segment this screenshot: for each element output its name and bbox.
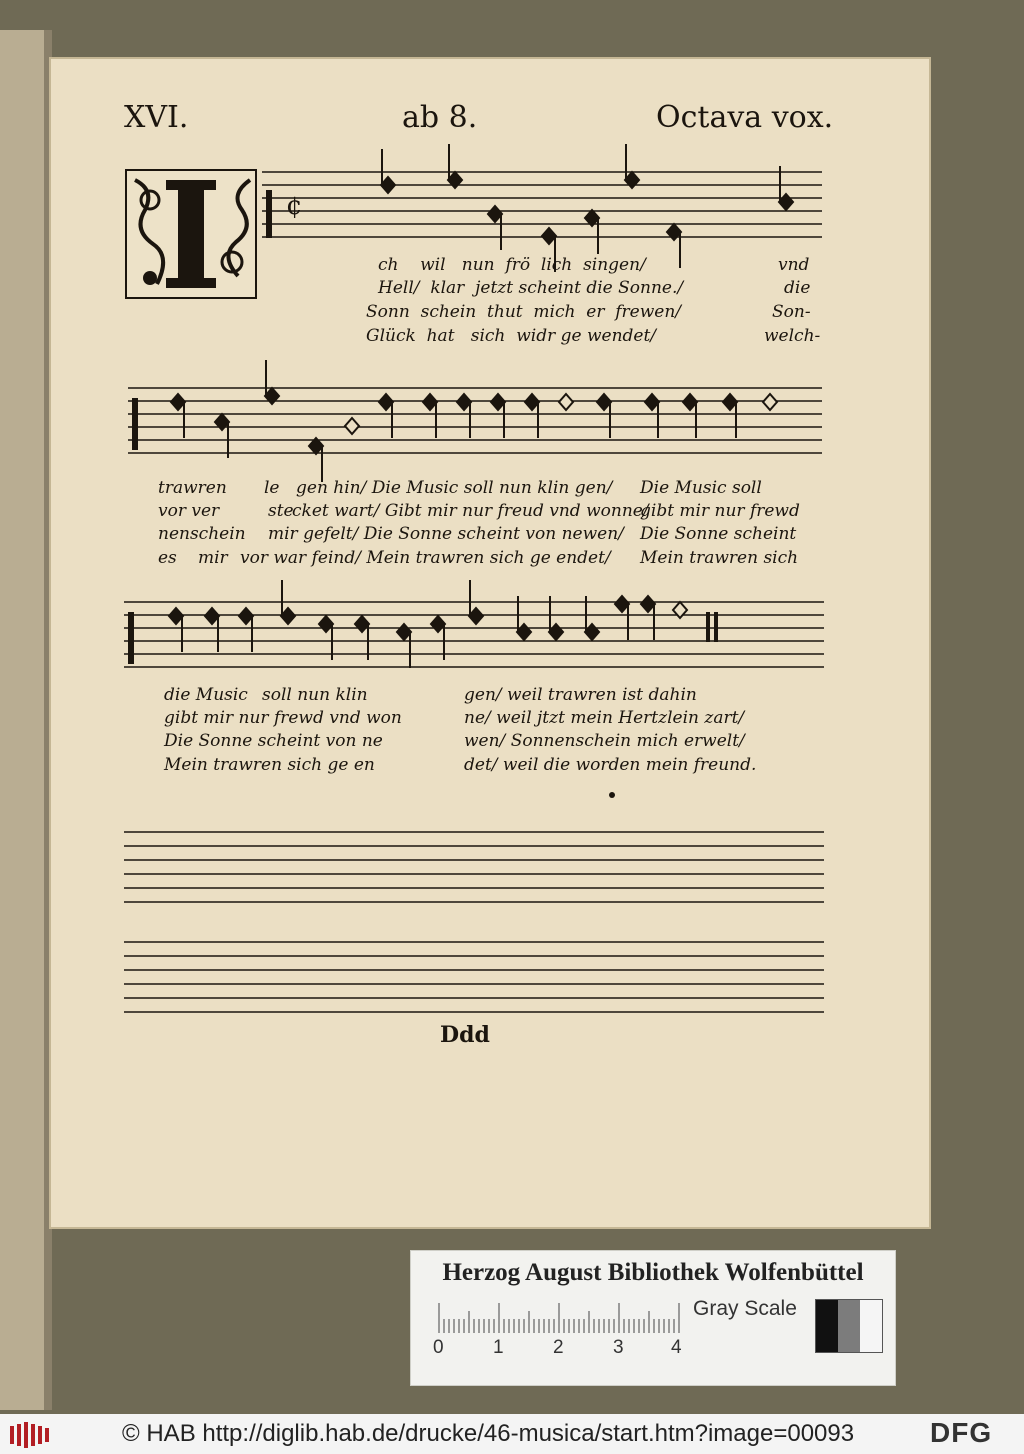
scale-number: 0 xyxy=(433,1337,444,1358)
lyric-line: cket wart/ Gibt mir nur freud vnd wonne/ xyxy=(292,501,649,521)
lyric-line: le xyxy=(264,478,280,498)
lyric-line: gen hin/ Die Music soll nun klin gen/ xyxy=(296,478,613,498)
lyric-line-end: die xyxy=(784,278,811,298)
hab-logo-icon xyxy=(10,1422,50,1448)
credit-link[interactable]: © HAB http://diglib.hab.de/drucke/46-musica/start.htm?image=00093 xyxy=(122,1420,855,1447)
part-label: ab 8. xyxy=(402,100,478,135)
lyric-line: Mein trawren sich ge en xyxy=(164,755,375,775)
initial-ornament xyxy=(126,170,256,298)
gray-scale-card xyxy=(410,1250,896,1386)
page-number: XVI. xyxy=(124,100,189,135)
lyric-line: Die Sonne scheint xyxy=(640,524,797,544)
footer-bar xyxy=(0,1414,1024,1454)
lyric-line: Glück hat sich widr ge wendet/ xyxy=(366,326,657,346)
lyric-line-end: welch- xyxy=(764,326,821,346)
scale-number: 3 xyxy=(613,1337,624,1358)
lyric-line: soll nun klin xyxy=(262,685,368,705)
lyric-line: die Music xyxy=(164,685,248,705)
lyric-line: Die Sonne scheint von ne xyxy=(164,731,383,751)
lyric-line: Sonn schein thut mich er frewen/ xyxy=(366,302,682,322)
lyric-line: Hell/ klar jetzt scheint die Sonne./ xyxy=(378,278,684,298)
lyric-line: es xyxy=(158,548,177,568)
lyric-line: mir ge xyxy=(268,524,325,544)
ruler xyxy=(437,1299,687,1337)
lyric-line: trawren xyxy=(158,478,227,498)
lyric-line: mir xyxy=(198,548,228,568)
lyric-line: gibt mir nur frewd xyxy=(640,501,800,521)
lyric-line: vor ver xyxy=(158,501,220,521)
library-name: Herzog August Bibliothek Wolfenbüttel xyxy=(442,1259,864,1286)
scale-number: 4 xyxy=(671,1337,682,1358)
lyric-line: ste xyxy=(268,501,294,521)
lyric-line-end: vnd xyxy=(778,255,810,275)
dfg-logo: DFG xyxy=(930,1417,993,1448)
lyric-line: vor war feind/ Mein trawren sich ge endet/ xyxy=(240,548,611,568)
scale-number: 2 xyxy=(553,1337,564,1358)
svg-text:¢: ¢ xyxy=(286,191,303,221)
lyric-line: felt/ Die Sonne scheint von newen/ xyxy=(324,524,624,544)
lyric-line: gibt mir nur frewd vnd won xyxy=(164,708,402,728)
gray-swatches xyxy=(815,1299,883,1353)
lyric-line: ch wil nun frö lich singen/ xyxy=(378,255,646,275)
scale-number: 1 xyxy=(493,1337,504,1358)
voice-label: Octava vox. xyxy=(656,100,834,135)
lyric-line: wen/ Sonnenschein mich erwelt/ xyxy=(464,731,745,751)
lyric-line: nenschein xyxy=(158,524,246,544)
gray-scale-label: Gray Scale xyxy=(693,1297,797,1320)
lyric-line: Mein trawren sich xyxy=(640,548,799,568)
lyric-line: Die Music soll xyxy=(640,478,762,498)
lyric-line: gen/ weil trawren ist dahin xyxy=(464,685,697,705)
lyric-line: det/ weil die worden mein freund. xyxy=(464,755,757,775)
lyric-line-end: Son- xyxy=(772,302,811,322)
signature-mark: Ddd xyxy=(440,1022,490,1048)
lyric-line: ne/ weil jtzt mein Hertzlein zart/ xyxy=(464,708,745,728)
